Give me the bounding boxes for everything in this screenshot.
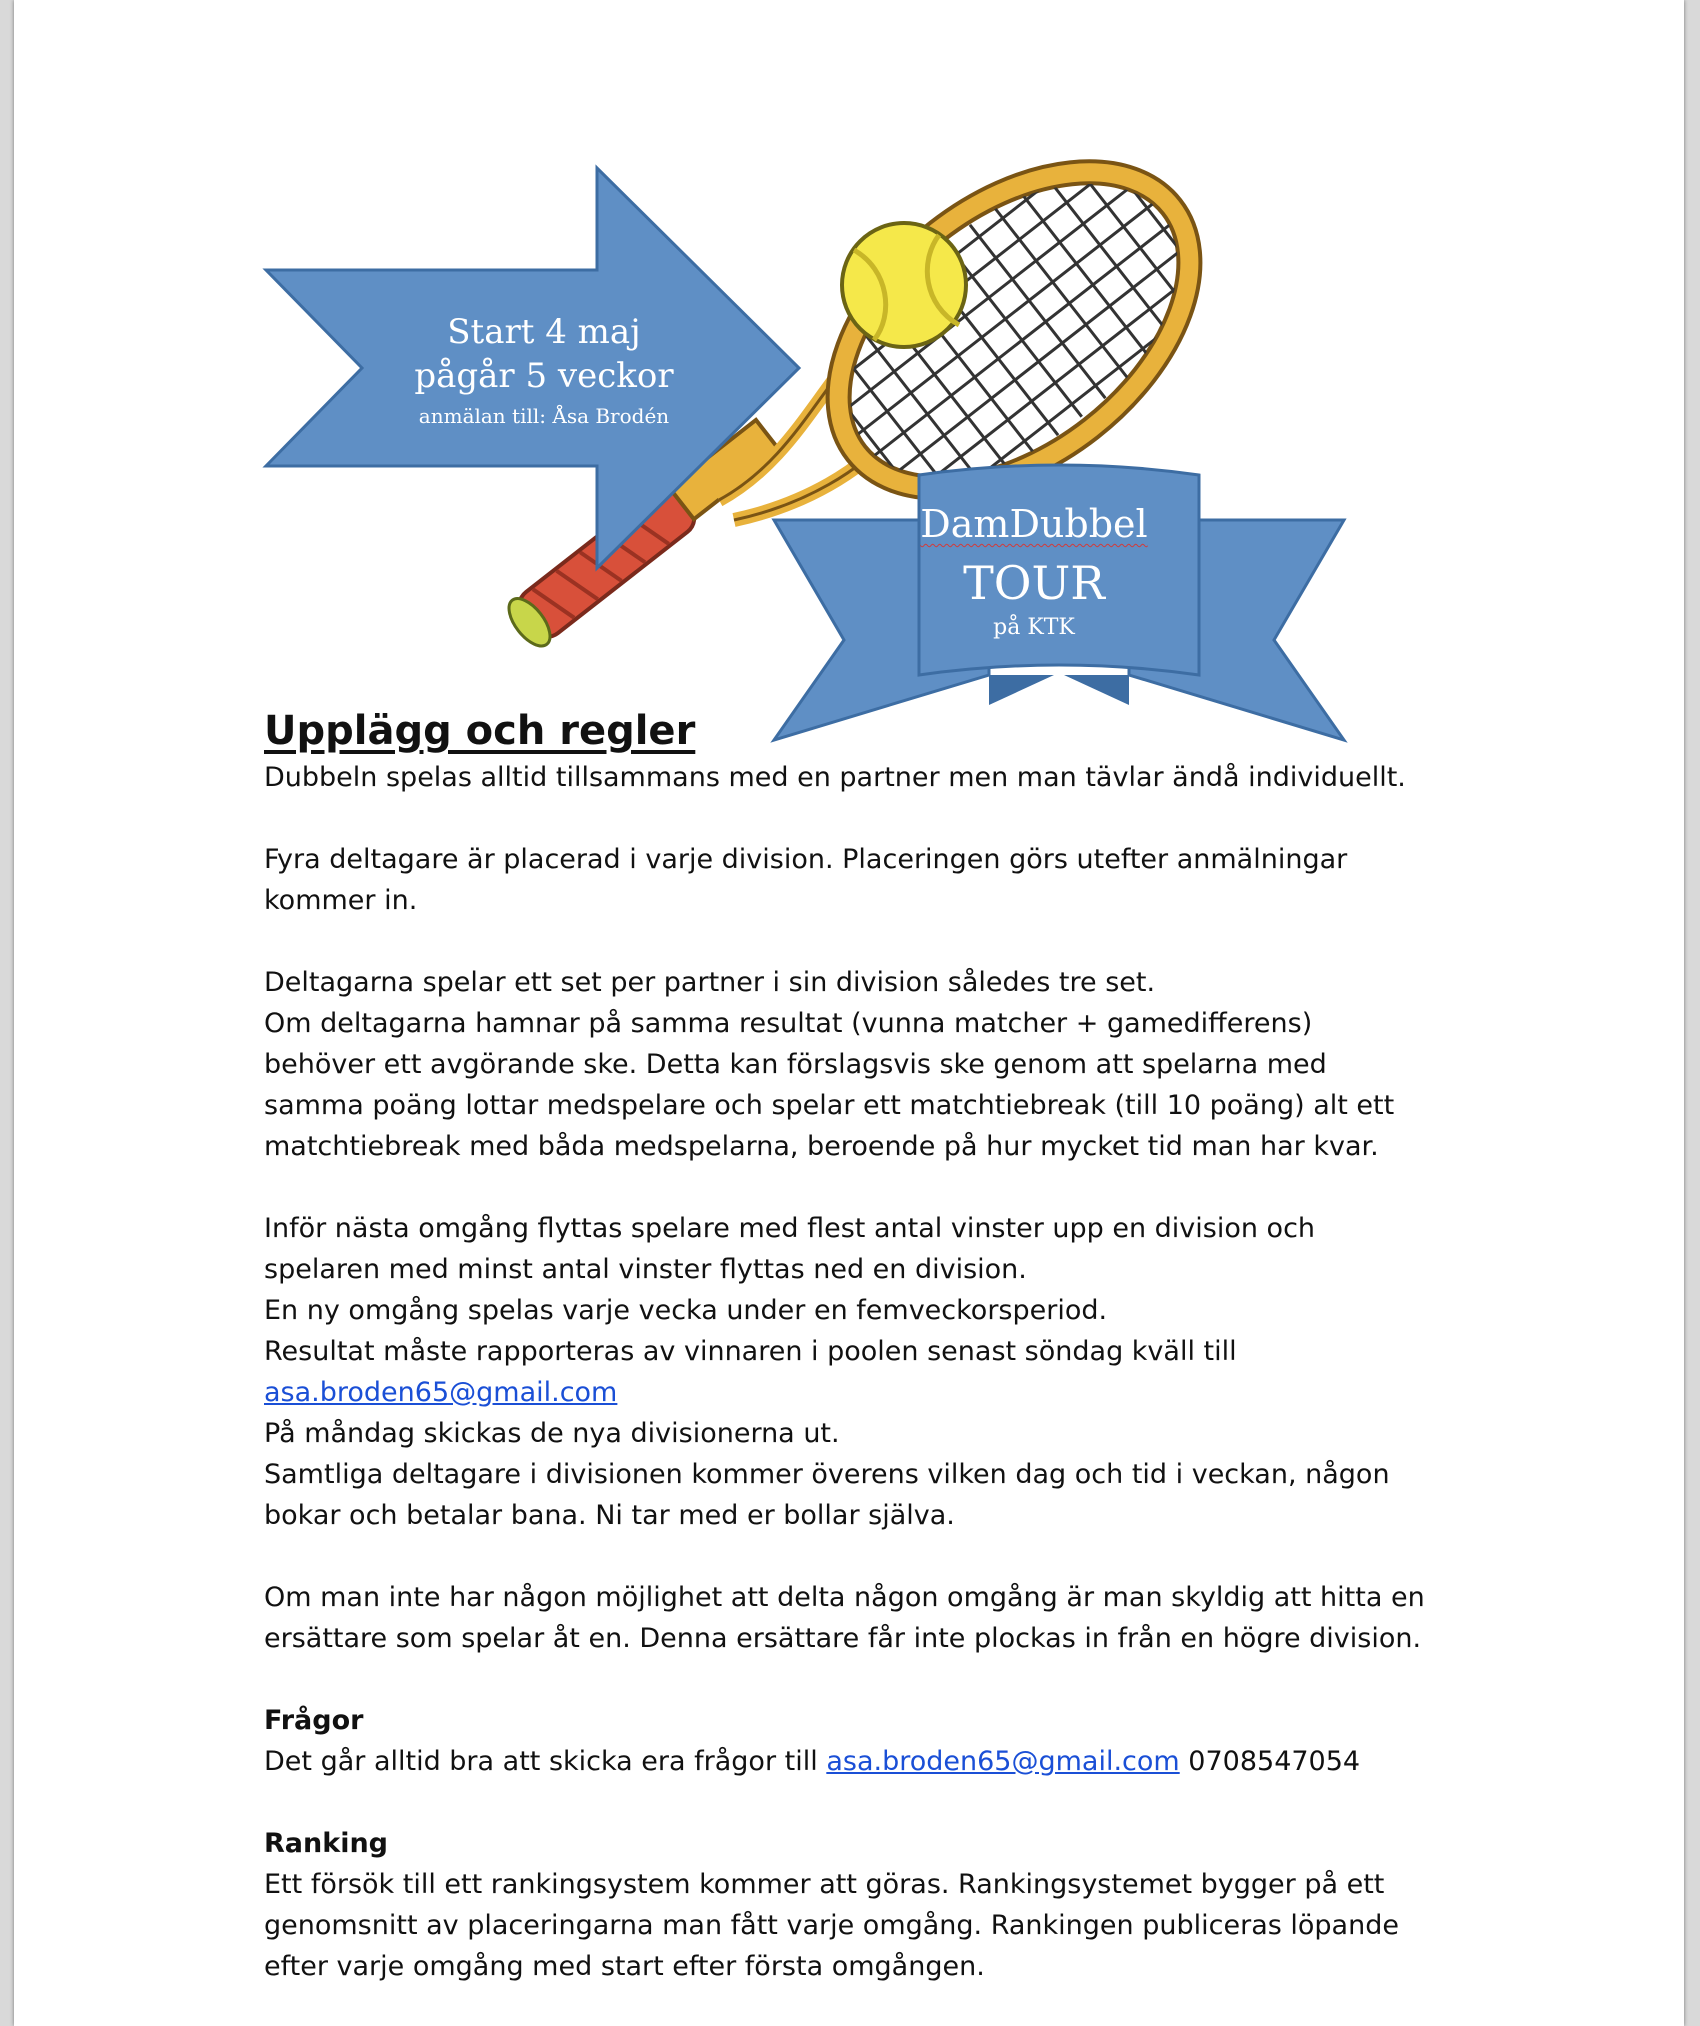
graphic-canvas <box>14 0 1684 760</box>
tour-graphic <box>14 0 1684 760</box>
paragraph: ersättare som spelar åt en. Denna ersättare får inte plockas in från en högre division. <box>264 1623 1422 1654</box>
paragraph: Ett försök till ett rankingsystem kommer att göras. Rankingsystemet bygger på ett <box>264 1869 1385 1900</box>
paragraph: Inför nästa omgång flyttas spelare med flest antal vinster upp en division och <box>264 1213 1316 1244</box>
paragraph: Om deltagarna hamnar på samma resultat (vunna matcher + gamedifferens) <box>264 1008 1313 1039</box>
paragraph: Resultat måste rapporteras av vinnaren i poolen senast söndag kväll till <box>264 1336 1237 1367</box>
document-page <box>14 0 1684 2026</box>
paragraph: efter varje omgång med start efter första omgången. <box>264 1951 985 1982</box>
email-link[interactable]: asa.broden65@gmail.com <box>264 1377 618 1408</box>
paragraph: bokar och betalar bana. Ni tar med er bollar själva. <box>264 1500 955 1531</box>
banner-title-text: DamDubbel <box>920 502 1148 546</box>
paragraph: Om man inte har någon möjlighet att delta någon omgång är man skyldig att hitta en <box>264 1582 1425 1613</box>
paragraph: På måndag skickas de nya divisionerna ut. <box>264 1418 840 1449</box>
fragor-paragraph <box>264 1741 1494 1782</box>
arrow-duration: pågår 5 veckor <box>414 356 674 396</box>
banner-title <box>914 502 1154 546</box>
banner-subtitle: TOUR <box>963 556 1105 610</box>
page-title: Upplägg och regler <box>264 708 696 754</box>
paragraph: spelaren med minst antal vinster flyttas ned en division. <box>264 1254 1027 1285</box>
email-paragraph <box>264 1372 1494 1413</box>
arrow-signup: anmälan till: Åsa Brodén <box>418 404 670 428</box>
paragraph: kommer in. <box>264 885 418 916</box>
arrow-start-date: Start 4 maj <box>447 312 641 352</box>
paragraph: Deltagarna spelar ett set per partner i sin division således tre set. <box>264 967 1156 998</box>
fragor-phone: 0708547054 <box>1188 1746 1361 1777</box>
fragor-text: Det går alltid bra att skicka era frågor till <box>264 1746 818 1777</box>
paragraph: En ny omgång spelas varje vecka under en femveckorsperiod. <box>264 1295 1108 1326</box>
paragraph: behöver ett avgörande ske. Detta kan förslagsvis ske genom att spelarna med <box>264 1049 1327 1080</box>
paragraph: matchtiebreak med båda medspelarna, beroende på hur mycket tid man har kvar. <box>264 1131 1379 1162</box>
paragraph: Dubbeln spelas alltid tillsammans med en partner men man tävlar ändå individuellt. <box>264 762 1406 793</box>
banner-location: på KTK <box>993 615 1075 640</box>
fragor-email-link[interactable]: asa.broden65@gmail.com <box>826 1746 1180 1777</box>
section-heading-fragor: Frågor <box>264 1705 364 1736</box>
paragraph: Fyra deltagare är placerad i varje division. Placeringen görs utefter anmälningar <box>264 844 1348 875</box>
paragraph: Samtliga deltagare i divisionen kommer överens vilken dag och tid i veckan, någon <box>264 1459 1390 1490</box>
tennis-ball-icon <box>842 223 966 347</box>
paragraph: samma poäng lottar medspelare och spelar ett matchtiebreak (till 10 poäng) alt ett <box>264 1090 1395 1121</box>
document-body <box>264 705 1494 1987</box>
paragraph: genomsnitt av placeringarna man fått varje omgång. Rankingen publiceras löpande <box>264 1910 1399 1941</box>
section-heading-ranking: Ranking <box>264 1828 388 1859</box>
